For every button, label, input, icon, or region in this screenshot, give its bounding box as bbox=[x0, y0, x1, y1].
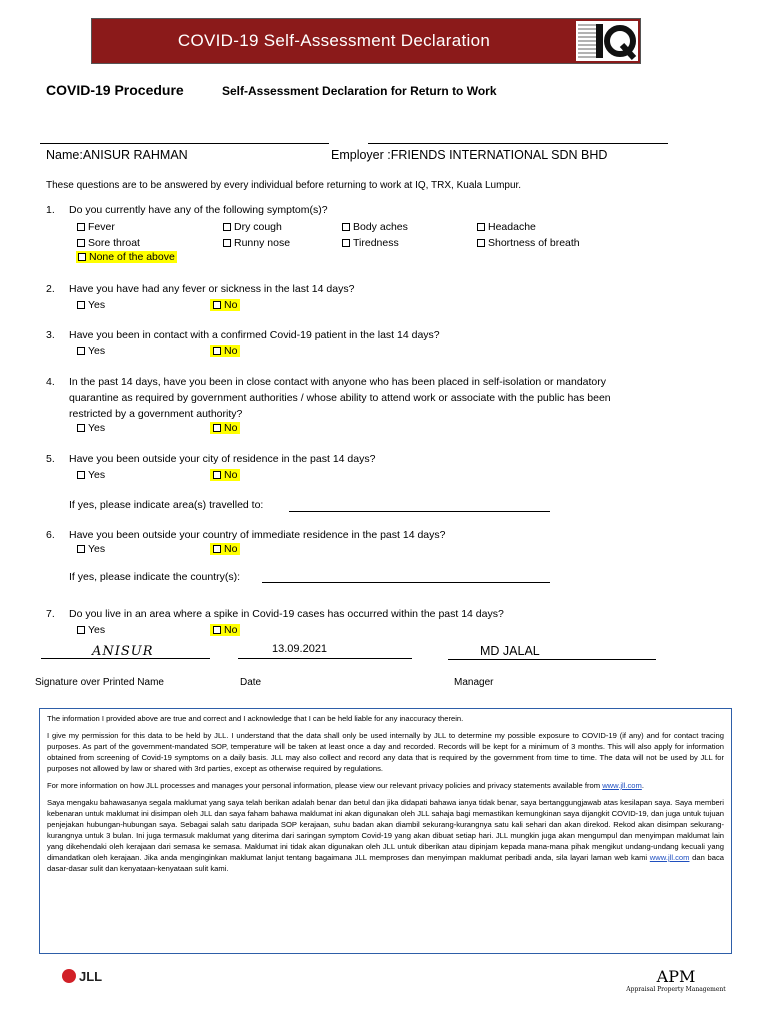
iq-logo-icon bbox=[576, 21, 638, 61]
consent-paragraph: I give my permission for this data to be held by JLL. I understand that the data shall only be used internally by JLL to determine my possible exposure to COVID-19 (if any) and for contact tracing purposes. As part of the government-mandated SOP, temperature will be taken at least once a day and recorded. Records will be kept for a minimum of 3 months. This will also apply for information obtained from screening of Covid-19 symptoms on a daily basis. JLL may also collect and record any data that is required by the government from time to time. The data will not be used by JLL for purposes not allowed by law or shared with 3rd parties, except as otherwise required by regulations. bbox=[47, 731, 724, 773]
q5-number: 5. bbox=[46, 453, 55, 465]
q6-yes[interactable]: Yes bbox=[77, 543, 105, 555]
banner-title: COVID-19 Self-Assessment Declaration bbox=[177, 31, 491, 50]
declaration-paragraph: The information I provided above are true and correct and I acknowledge that I can be held liable for any inaccuracy therein. bbox=[47, 714, 464, 723]
q1-option-tiredness[interactable]: Tiredness bbox=[342, 237, 399, 249]
employer-field[interactable] bbox=[331, 148, 607, 162]
q4-line3: restricted by a government authority? bbox=[69, 408, 243, 420]
date-value: 13.09.2021 bbox=[272, 643, 328, 655]
q1-option-sore-throat[interactable]: Sore throat bbox=[77, 237, 140, 249]
manager-value: MD JALAL bbox=[480, 644, 540, 658]
q3-yes[interactable]: Yes bbox=[77, 345, 105, 357]
q5-text: Have you been outside your city of residence in the past 14 days? bbox=[69, 453, 376, 465]
date-line[interactable] bbox=[238, 658, 412, 659]
q7-number: 7. bbox=[46, 608, 55, 620]
name-field[interactable] bbox=[46, 148, 188, 162]
q1-text: Do you currently have any of the following symptom(s)? bbox=[69, 204, 328, 216]
intro-text: These questions are to be answered by every individual before returning to work at IQ, TRX, Kuala Lumpur. bbox=[46, 180, 522, 191]
date-label: Date bbox=[240, 677, 262, 688]
q6-followup-label: If yes, please indicate the country(s): bbox=[69, 571, 240, 583]
q2-yes[interactable]: Yes bbox=[77, 299, 105, 311]
q1-option-none[interactable]: None of the above bbox=[76, 251, 177, 263]
privacy-paragraph: For more information on how JLL processes and manages your personal information, please view our relevant privacy policies and privacy statements available from www.jll.com. bbox=[47, 781, 644, 790]
checkbox-icon[interactable] bbox=[223, 223, 231, 231]
checkbox-icon[interactable] bbox=[78, 253, 86, 261]
checkbox-icon[interactable] bbox=[342, 223, 350, 231]
q3-number: 3. bbox=[46, 329, 55, 341]
checkbox-icon[interactable] bbox=[77, 301, 85, 309]
name-value: ANISUR RAHMAN bbox=[82, 148, 188, 162]
q1-option-dry-cough[interactable]: Dry cough bbox=[223, 221, 282, 233]
checkbox-icon[interactable] bbox=[213, 347, 221, 355]
checkbox-icon[interactable] bbox=[77, 471, 85, 479]
employer-line bbox=[368, 143, 668, 144]
employer-value: FRIENDS INTERNATIONAL SDN BHD bbox=[390, 148, 608, 162]
q7-no[interactable]: No bbox=[210, 624, 240, 636]
q6-no[interactable]: No bbox=[210, 543, 240, 555]
checkbox-icon[interactable] bbox=[77, 347, 85, 355]
q3-text: Have you been in contact with a confirmed Covid-19 patient in the last 14 days? bbox=[69, 329, 440, 341]
q3-no[interactable]: No bbox=[210, 345, 240, 357]
malay-paragraph: Saya mengaku bahawasanya segala maklumat yang saya telah berikan adalah benar dan betul dan jika didapati bahawa ianya tidak benar, saya bertanggungjawab atas kesilapan saya. Saya memberi kebenaran untuk maklumat ini disimpan oleh JLL dan saya faham bahawa maklumat ini akan digunakan oleh JLL sahaja bagi memastikan kemungkinan saya dijangkit COVID-19, dan juga untuk tujuan penjejakan hubungan-hubungan saya. Sebagai salah satu daripada SOP kerajaan, suhu badan akan diambil sekurang-kurangnya satu kali sehari dan akan direkod. Rekod akan disimpan sekurang-kurangnya untuk 3 bulan. Ini juga termasuk maklumat yang diterima dari saringan symptom Covid-19 yang akan dibuat setiap hari. JLL mungkin juga akan mengumpul dan menyimpan maklumat lain yang dikehendaki oleh kerajaan dari semasa ke semasa. Maklumat ini tidak akan digunakan oleh JLL untuk diberikan atau dipinjam kepada mana-mana pihak mengikut undang-undang kecuali yang dimandatkan oleh kerajaan. Jika anda menginginkan maklumat lanjut tentang bagaimana JLL memproses dan menyimpan maklumat peribadi anda, sila layari laman web kami www.jll.com dan baca dasar-dasar sulit dan kenyataan-kenyataan sulit kami. bbox=[47, 798, 725, 873]
checkbox-icon[interactable] bbox=[213, 424, 221, 432]
q1-option-runny-nose[interactable]: Runny nose bbox=[223, 237, 290, 249]
checkbox-icon[interactable] bbox=[342, 239, 350, 247]
name-label: Name: bbox=[46, 148, 83, 162]
checkbox-icon[interactable] bbox=[77, 424, 85, 432]
manager-label: Manager bbox=[454, 677, 494, 688]
jll-logo-icon bbox=[62, 969, 76, 983]
checkbox-icon[interactable] bbox=[477, 223, 485, 231]
procedure-title: COVID-19 Procedure bbox=[46, 82, 184, 98]
apm-logo-mark: APM bbox=[656, 967, 696, 986]
q6-text: Have you been outside your country of immediate residence in the past 14 days? bbox=[69, 529, 446, 541]
q1-number: 1. bbox=[46, 204, 55, 216]
q7-yes[interactable]: Yes bbox=[77, 624, 105, 636]
employer-label: Employer : bbox=[331, 148, 391, 162]
checkbox-icon[interactable] bbox=[77, 239, 85, 247]
q6-number: 6. bbox=[46, 529, 55, 541]
q1-option-shortness-of-breath[interactable]: Shortness of breath bbox=[477, 237, 580, 249]
q2-no[interactable]: No bbox=[210, 299, 240, 311]
q1-option-headache[interactable]: Headache bbox=[477, 221, 536, 233]
q1-option-body-aches[interactable]: Body aches bbox=[342, 221, 408, 233]
q4-yes[interactable]: Yes bbox=[77, 422, 105, 434]
checkbox-icon[interactable] bbox=[213, 626, 221, 634]
q4-line2: quarantine as required by government authorities / whose ability to attend work or associate with the public has been bbox=[69, 392, 611, 404]
checkbox-icon[interactable] bbox=[223, 239, 231, 247]
q5-followup-field[interactable] bbox=[289, 511, 550, 512]
iq-logo bbox=[576, 21, 638, 61]
q2-number: 2. bbox=[46, 283, 55, 295]
procedure-subtitle: Self-Assessment Declaration for Return to Work bbox=[222, 84, 497, 98]
name-line bbox=[40, 143, 329, 144]
checkbox-icon[interactable] bbox=[213, 471, 221, 479]
checkbox-icon[interactable] bbox=[77, 545, 85, 553]
declaration-box bbox=[39, 708, 732, 954]
checkbox-icon[interactable] bbox=[77, 223, 85, 231]
checkbox-icon[interactable] bbox=[77, 626, 85, 634]
q2-text: Have you have had any fever or sickness in the last 14 days? bbox=[69, 283, 355, 295]
q6-followup-field[interactable] bbox=[262, 582, 550, 583]
apm-logo bbox=[624, 967, 728, 993]
q4-number: 4. bbox=[46, 376, 55, 388]
manager-line[interactable] bbox=[448, 659, 656, 660]
checkbox-icon[interactable] bbox=[213, 301, 221, 309]
signature-label: Signature over Printed Name bbox=[35, 677, 164, 688]
signature-line[interactable] bbox=[41, 658, 210, 659]
jll-link-malay[interactable]: www.jll.com bbox=[649, 853, 690, 862]
q5-yes[interactable]: Yes bbox=[77, 469, 105, 481]
jll-logo: JLL bbox=[62, 969, 102, 984]
q4-line1: In the past 14 days, have you been in close contact with anyone who has been placed in self-isolation or mandatory bbox=[69, 376, 607, 388]
q7-text: Do you live in an area where a spike in Covid-19 cases has occurred within the past 14 days? bbox=[69, 608, 504, 620]
q5-followup-label: If yes, please indicate area(s) travelled to: bbox=[69, 499, 264, 511]
checkbox-icon[interactable] bbox=[213, 545, 221, 553]
q4-no[interactable]: No bbox=[210, 422, 240, 434]
jll-link[interactable]: www.jll.com bbox=[602, 781, 642, 790]
checkbox-icon[interactable] bbox=[477, 239, 485, 247]
signature: ANISUR bbox=[92, 644, 154, 659]
q5-no[interactable]: No bbox=[210, 469, 240, 481]
q1-option-fever[interactable]: Fever bbox=[77, 221, 115, 233]
header-banner bbox=[91, 18, 641, 64]
apm-logo-text: Appraisal Property Management bbox=[626, 986, 726, 993]
